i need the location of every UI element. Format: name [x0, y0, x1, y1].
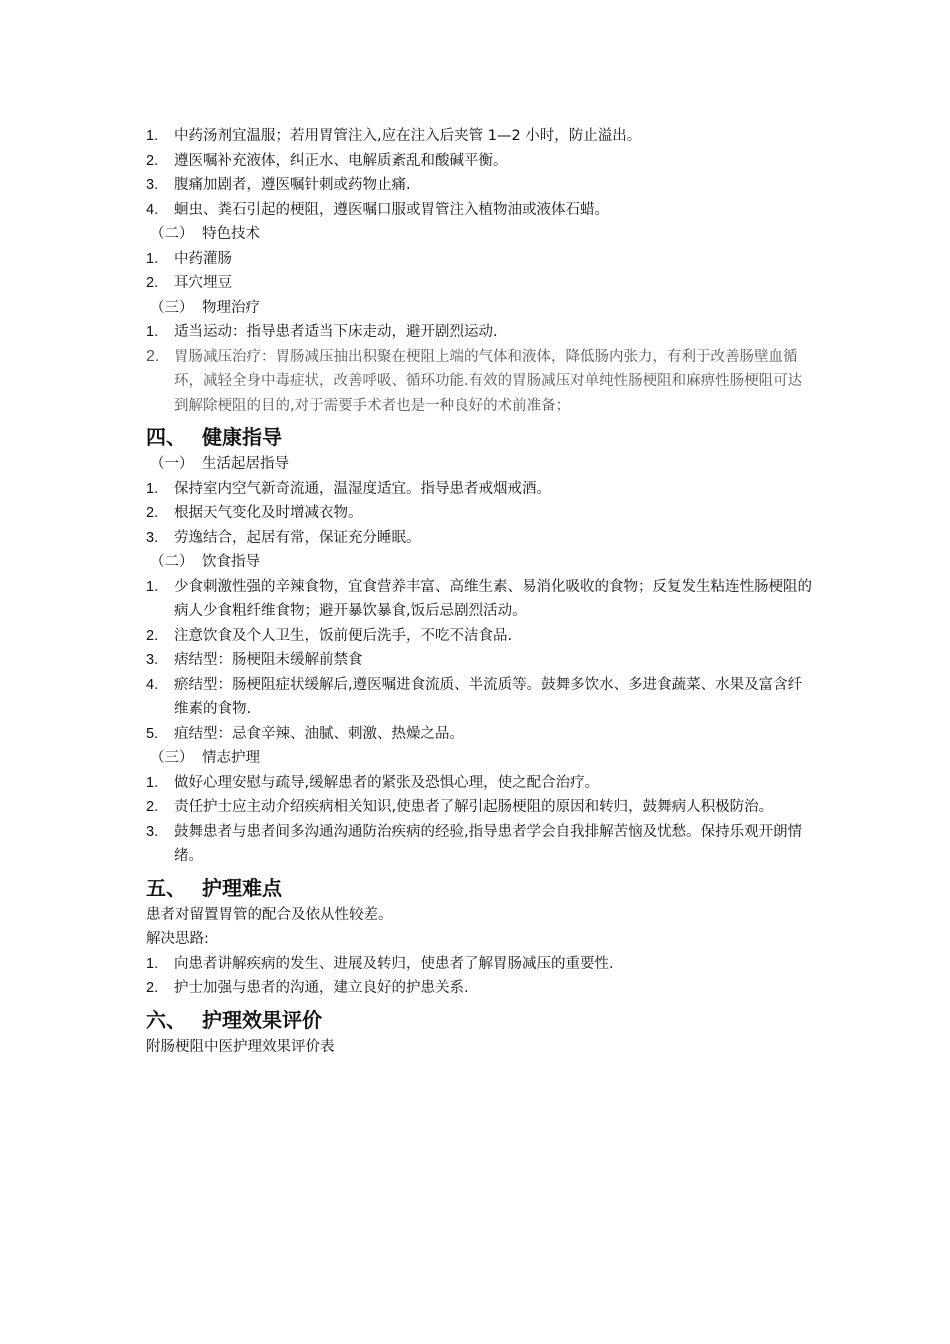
list-item: 3. 腹痛加剧者，遵医嘱针刺或药物止痛.: [146, 177, 411, 193]
list-item: 3. 劳逸结合，起居有常，保证充分睡眠。: [146, 529, 421, 546]
list-item: 1. 做好心理安慰与疏导,缓解患者的紧张及恐惧心理，使之配合治疗。: [146, 774, 600, 791]
subheading-special-techniques: （二） 特色技术: [150, 226, 260, 242]
list-item: 2. 耳穴埋豆: [146, 275, 232, 291]
list-item: 1. 保持室内空气新奇流通，温湿度适宜。指导患者戒烟戒酒。: [146, 480, 551, 497]
subheading-living-guidance: （一） 生活起居指导: [150, 456, 289, 472]
solution-label: 解决思路:: [146, 931, 209, 947]
list-item: 1. 中药灌肠: [146, 250, 232, 267]
list-item: 2. 护士加强与患者的沟通，建立良好的护患关系.: [146, 980, 469, 996]
section-heading-nursing-difficulties: 五、 护理难点: [146, 875, 282, 900]
subheading-emotional-care: （三） 情志护理: [150, 750, 260, 766]
list-item: 2. 胃肠减压治疗：胃肠减压抽出积聚在梗阻上端的气体和液体，降低肠内张力，有利于改善肠壁血循环，减轻全身中毒症状，改善呼吸、循环功能.有效的胃肠减压对单纯性肠梗阻和麻痹性肠梗阻可达到解除梗阻的目的,对于需要手术者也是一种良好的术前准备；: [146, 347, 803, 414]
section-heading-health-guidance: 四、 健康指导: [146, 425, 282, 449]
evaluation-paragraph: 附肠梗阻中医护理效果评价表: [146, 1038, 335, 1055]
list-item: 1. 中药汤剂宜温服；若用胃管注入,应在注入后夹管 1—2 小时，防止溢出。: [146, 128, 642, 144]
list-item: 2. 根据天气变化及时增减衣物。: [146, 505, 363, 521]
list-item: 1. 少食刺激性强的辛辣食物，宜食营养丰富、高维生素、易消化吸收的食物；反复发生粘连性肠梗阻的病人少食粗纤维食物；避开暴饮暴食,饭后忌剧烈活动。: [146, 578, 812, 619]
list-item: 5. 疽结型：忌食辛辣、油腻、刺激、热燥之品。: [146, 725, 464, 742]
document-content: [146, 124, 812, 1059]
problem-paragraph: 患者对留置胃管的配合及依从性较差。: [146, 906, 393, 923]
list-item: 4. 蛔虫、粪石引起的梗阻，遵医嘱口服或胃管注入植物油或液体石蜡。: [146, 201, 609, 218]
section-heading-effect-evaluation: 六、 护理效果评价: [146, 1007, 322, 1032]
list-item: 1. 向患者讲解疾病的发生、进展及转归，使患者了解胃肠减压的重要性.: [146, 955, 614, 972]
list-item: 2. 注意饮食及个人卫生，饭前便后洗手，不吃不洁食品.: [146, 627, 513, 644]
care-measures-list: [146, 124, 812, 222]
list-item: 4. 瘀结型：肠梗阻症状缓解后,遵医嘱进食流质、半流质等。鼓舞多饮水、多进食蔬菜、水果及富含纤维素的食物.: [146, 676, 803, 717]
list-item: 3. 鼓舞患者与患者间多沟通沟通防治疾病的经验,指导患者学会自我排解苦恼及忧愁。保持乐观开朗情绪。: [146, 823, 803, 864]
list-item: 2. 遵医嘱补充液体，纠正水、电解质紊乱和酸碱平衡。: [146, 152, 508, 169]
subheading-diet-guidance: （二） 饮食指导: [150, 554, 260, 570]
list-item: 2. 责任护士应主动介绍疾病相关知识,使患者了解引起肠梗阻的原因和转归，鼓舞病人积极防治。: [146, 799, 774, 815]
list-item: 3. 痞结型：肠梗阻未缓解前禁食: [146, 652, 363, 668]
list-item: 1. 适当运动：指导患者适当下床走动，避开剧烈运动.: [146, 324, 498, 340]
subheading-physical-therapy: （三） 物理治疗: [150, 299, 260, 316]
